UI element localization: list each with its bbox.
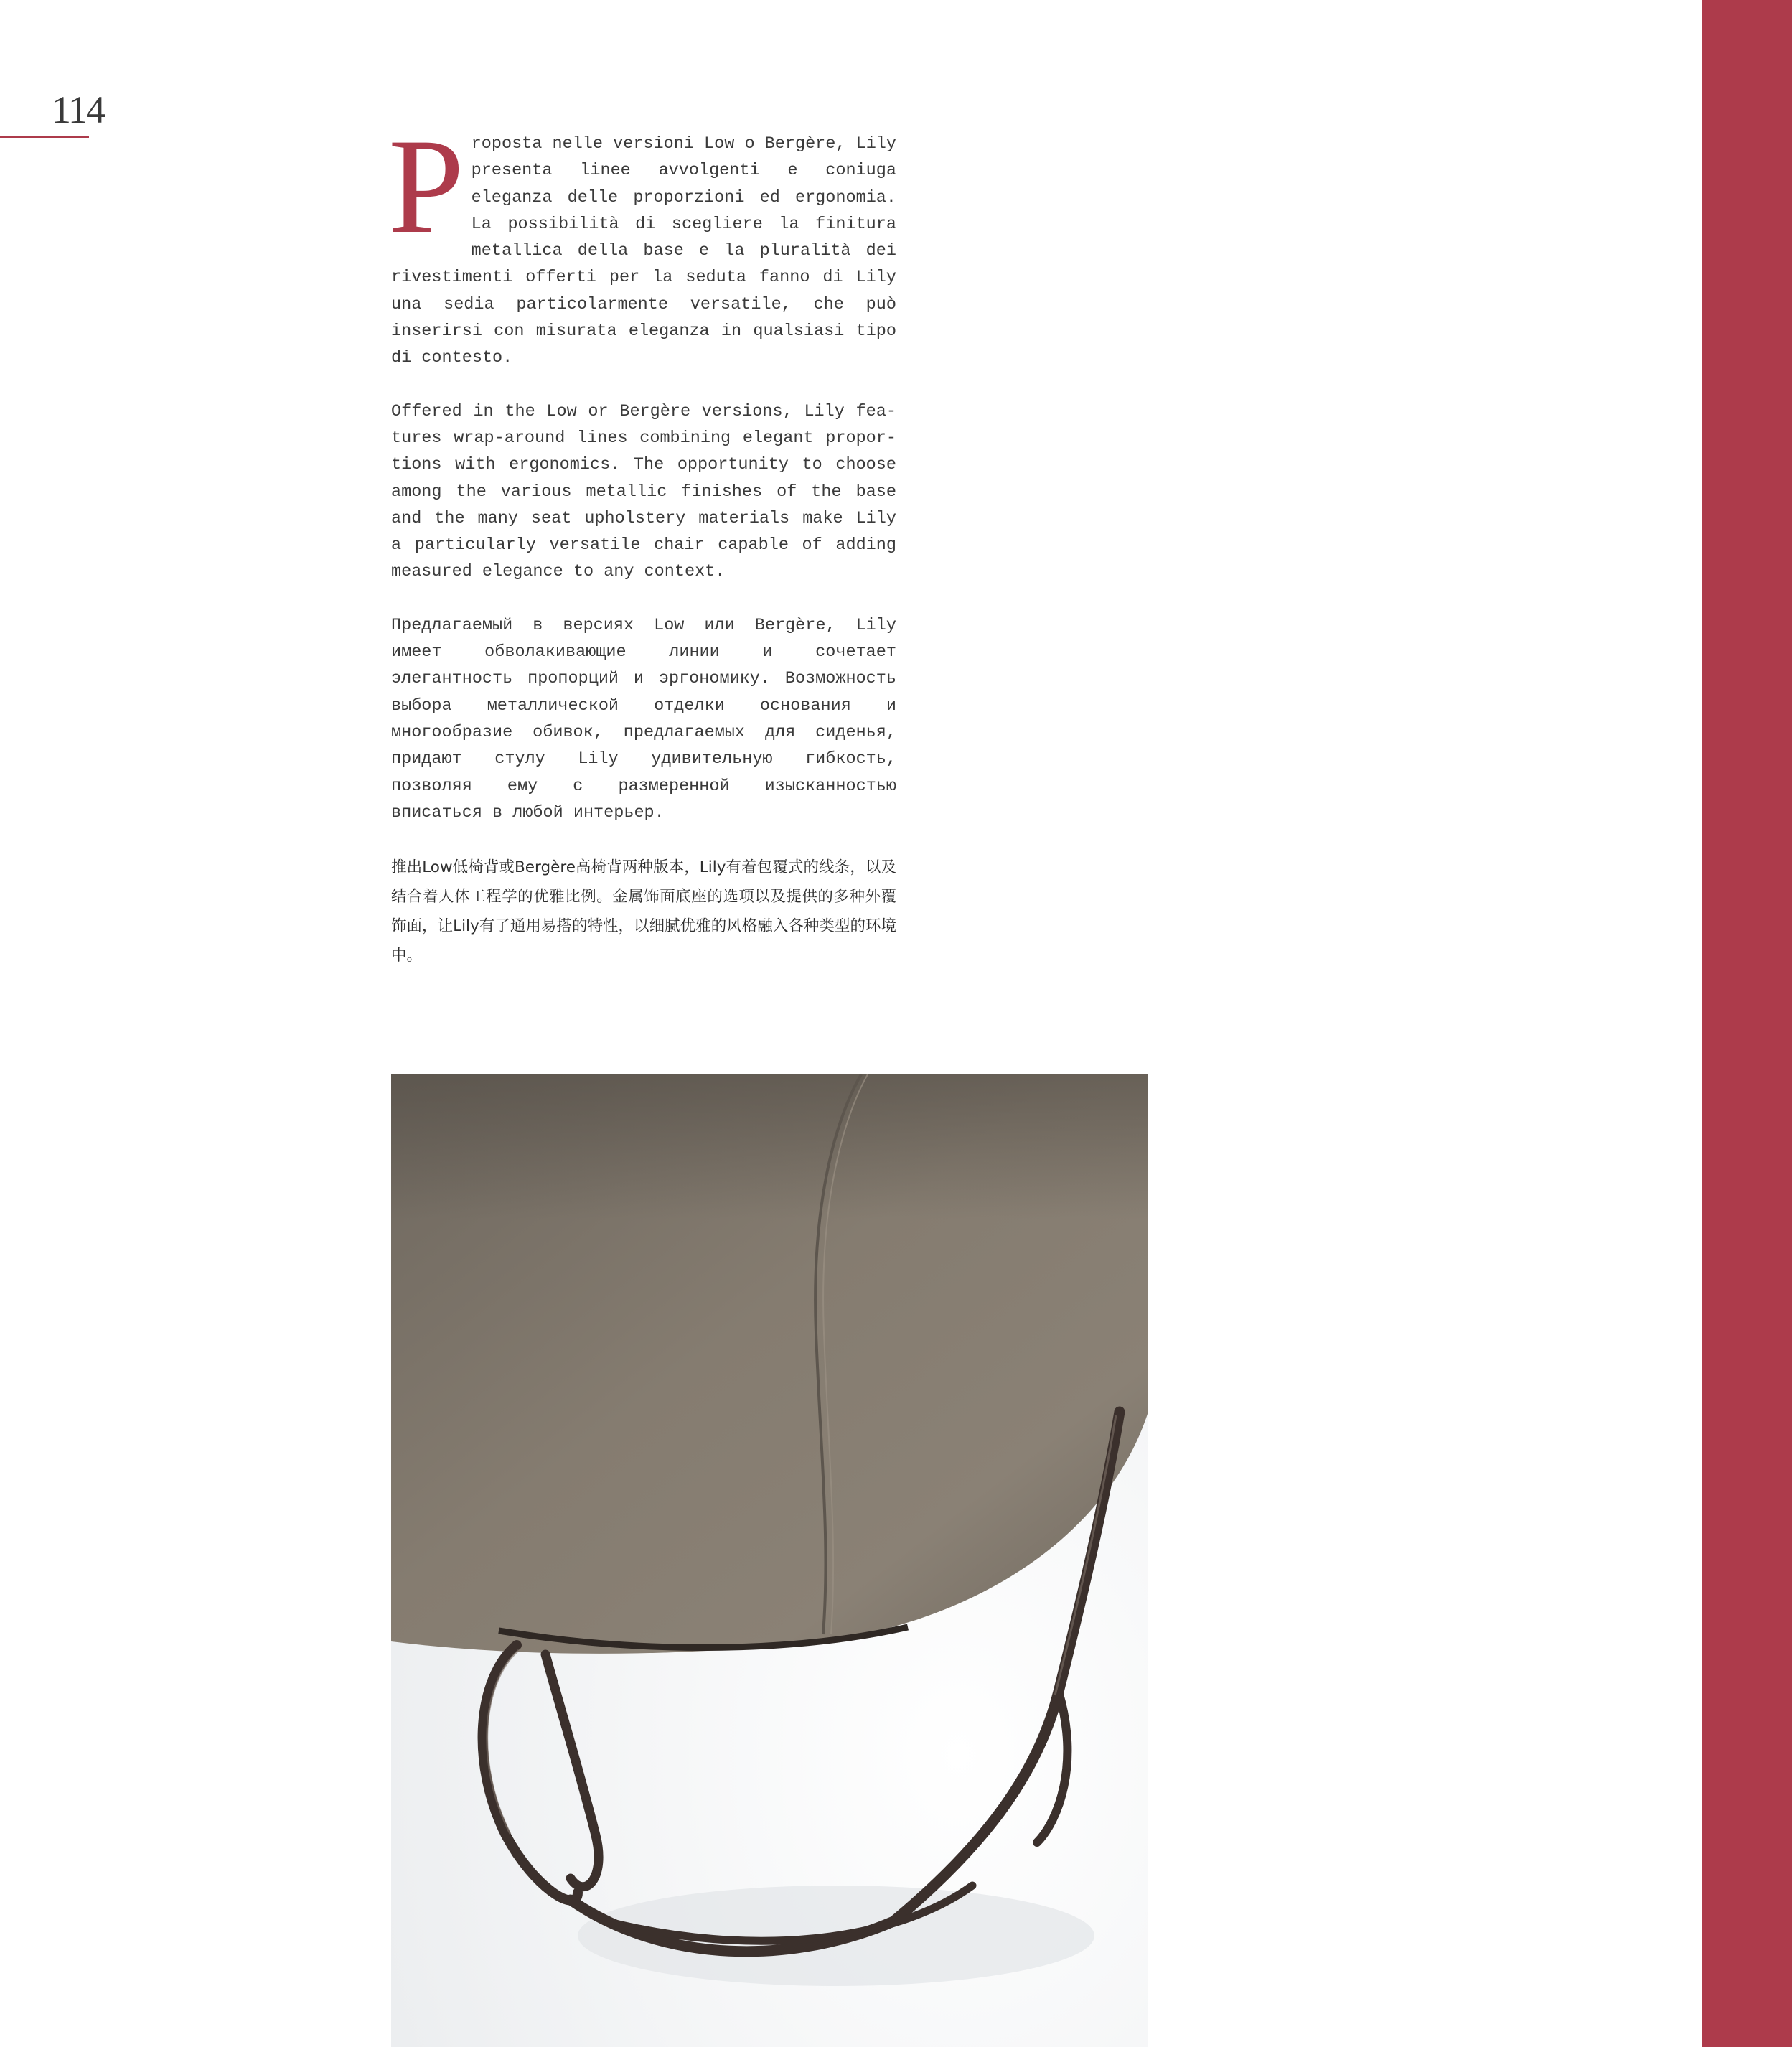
page-number-rule — [0, 136, 89, 138]
text-column — [388, 111, 896, 970]
chair-photo — [391, 1074, 1148, 2047]
paragraph-english: Offered in the Low or Bergère versions, Lily features wrap-around lines combining elegant proportions with ergonomics. The opportunity to choose among the various metallic finishes of the base and the many seat upholstery materials make Lily a particularly versatile chair capable of adding measured elegance to any context. — [391, 401, 896, 582]
paragraph-chinese: 推出Low低椅背或Bergère高椅背两种版本，Lily有着包覆式的线条，以及结合着人体工程学的优雅比例。金属饰面底座的选项以及提供的多种外覆饰面，让Lily有了通用易搭的特性，以细腻优雅的风格融入各种类型的环境中。 — [391, 858, 896, 965]
page-number: 114 — [52, 88, 104, 131]
paragraph-italian-body: roposta nelle versioni Low o Bergère, Lily presenta linee avvolgenti e coniuga eleganza delle proporzioni ed ergonomia. La possibilità di scegliere la finitura metallica della base e la pluralità dei rivestimenti offerti per la seduta fanno di Lily una sedia particolarmente versatile, che può inserirsi con misurata eleganza in qualsiasi tipo di contesto. — [391, 134, 896, 368]
drop-cap: P — [388, 111, 464, 262]
paragraph-italian — [388, 111, 896, 372]
sidebar-color-band — [1702, 0, 1792, 2047]
paragraph-russian: Предлагаемый в версиях Low или Bergère, Lily имеет обволакивающие линии и сочетает элегантность пропорций и эргономику. Возможность выбора металлической отделки основания и многообразие обивок, предлагаемых для сиденья, придают стулу Lily удивительную гибкость, позволяя ему с размеренной изысканностью вписаться в любой интерьер. — [391, 615, 896, 823]
chair-illustration — [391, 1074, 1148, 2047]
